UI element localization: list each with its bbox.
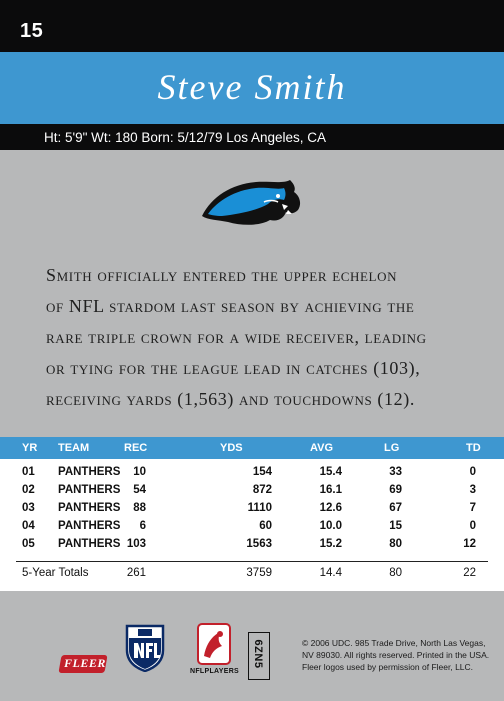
blurb-line: or tying for the league lead in catches (103),	[46, 358, 421, 378]
header-rec: REC	[124, 442, 148, 454]
legal-text	[302, 637, 498, 673]
stat-yds: 1110	[247, 502, 272, 514]
player-bio: Ht: 5'9" Wt: 180 Born: 5/12/79 Los Angeles, CA	[44, 130, 327, 145]
stat-lg: 80	[389, 538, 402, 550]
stat-yds: 60	[259, 520, 272, 532]
stat-year: 04	[22, 520, 35, 532]
stat-lg: 69	[389, 484, 402, 496]
blurb-line: Smith officially entered the upper echelon	[46, 265, 398, 285]
legal-line: Fleer logos used by permission of Fleer, LLC.	[302, 662, 474, 672]
stat-avg: 15.4	[319, 466, 342, 478]
card-number: 15	[20, 20, 44, 42]
stat-rec: 6	[139, 520, 146, 532]
stat-year: 03	[22, 502, 35, 514]
player-name: Steve Smith	[157, 67, 347, 107]
blurb-line: receiving yards (1,563) and touchdowns (12).	[46, 389, 415, 409]
stat-rec: 103	[126, 538, 146, 550]
totals-lg: 80	[389, 567, 402, 579]
stat-avg: 10.0	[319, 520, 342, 532]
stat-lg: 67	[389, 502, 402, 514]
nfl-players-label: NFLPLAYERS	[190, 668, 240, 675]
totals-label: 5-Year Totals	[22, 567, 89, 579]
stat-td: 3	[469, 484, 476, 496]
stat-team: PANTHERS	[58, 538, 121, 550]
stat-year: 01	[22, 466, 35, 478]
stat-lg: 15	[389, 520, 402, 532]
totals-yds: 3759	[246, 567, 272, 579]
stat-avg: 16.1	[319, 484, 342, 496]
stat-lg: 33	[389, 466, 402, 478]
header-yds: YDS	[220, 442, 243, 454]
stat-rec: 54	[133, 484, 146, 496]
stat-avg: 12.6	[319, 502, 342, 514]
career-blurb	[46, 260, 470, 415]
stat-team: PANTHERS	[58, 466, 121, 478]
stat-yds: 872	[252, 484, 272, 496]
totals-rec: 261	[126, 567, 146, 579]
panthers-logo-icon	[198, 170, 306, 232]
stat-yds: 154	[252, 466, 272, 478]
top-black-band	[0, 0, 504, 52]
nfl-players-logo-icon	[196, 622, 232, 671]
stats-table	[0, 437, 504, 591]
header-td: TD	[466, 442, 481, 454]
stat-team: PANTHERS	[58, 520, 121, 532]
stat-rec: 10	[133, 466, 146, 478]
card-code: 6ZN5	[252, 639, 264, 669]
nfl-shield-icon	[124, 620, 166, 677]
blurb-line: of NFL stardom last season by achieving the	[46, 296, 415, 316]
totals-td: 22	[463, 567, 476, 579]
stat-year: 02	[22, 484, 35, 496]
header-team: TEAM	[58, 442, 90, 454]
legal-line: NV 89030. All rights reserved. Printed in the USA.	[302, 650, 490, 660]
fleer-brand: FLEER	[64, 656, 106, 670]
blurb-line: rare triple crown for a wide receiver, leading	[46, 327, 427, 347]
header-lg: LG	[384, 442, 400, 454]
stat-rec: 88	[133, 502, 146, 514]
totals-divider	[16, 561, 488, 562]
stat-team: PANTHERS	[58, 502, 121, 514]
stat-td: 12	[463, 538, 476, 550]
legal-line: © 2006 UDC. 985 Trade Drive, North Las Vegas,	[302, 638, 486, 648]
stat-team: PANTHERS	[58, 484, 121, 496]
header-avg: AVG	[310, 442, 334, 454]
stat-td: 0	[469, 466, 476, 478]
stat-avg: 15.2	[319, 538, 342, 550]
stat-year: 05	[22, 538, 35, 550]
header-yr: YR	[22, 442, 38, 454]
stat-yds: 1563	[246, 538, 272, 550]
stat-td: 7	[469, 502, 476, 514]
totals-avg: 14.4	[319, 567, 342, 579]
stat-td: 0	[469, 520, 476, 532]
